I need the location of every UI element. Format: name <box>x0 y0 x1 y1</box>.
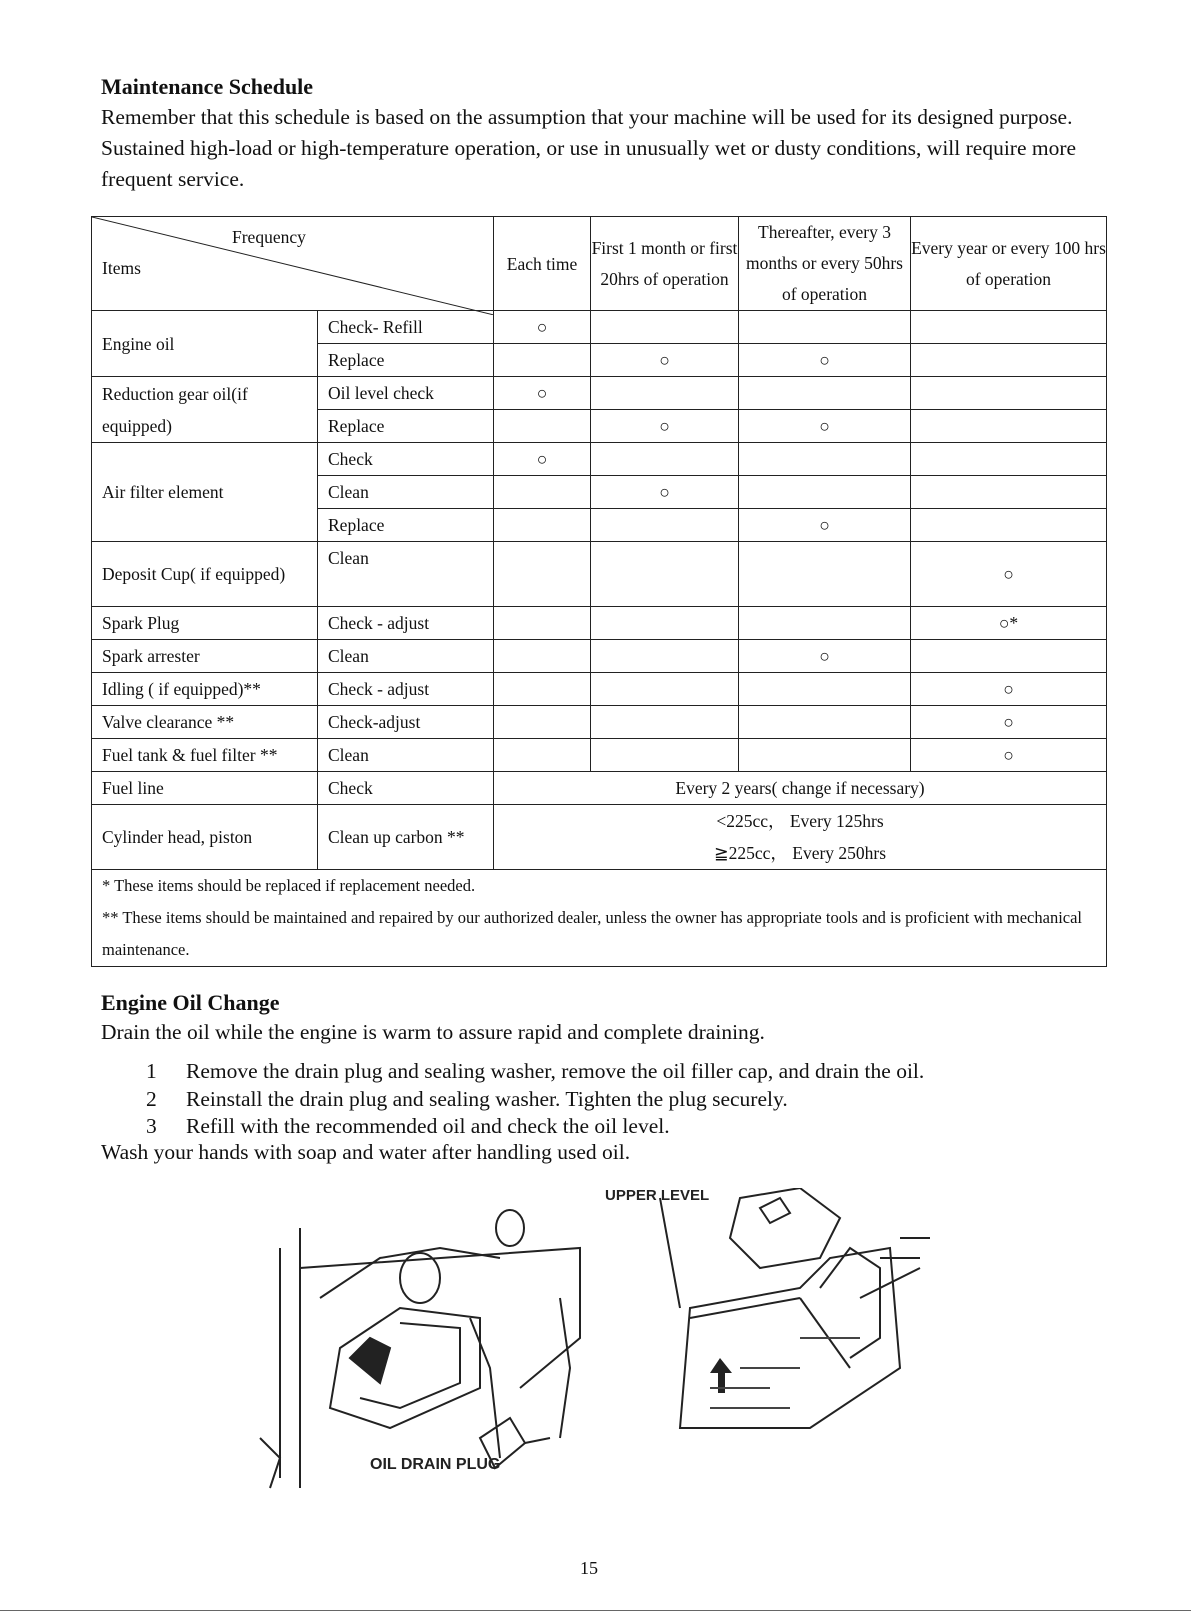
action-oil-level-check: Oil level check <box>318 377 494 410</box>
item-air-filter: Air filter element <box>92 443 318 542</box>
item-valve-clearance: Valve clearance ** <box>92 706 318 739</box>
mark: ○ <box>494 311 591 344</box>
mark-star: ○* <box>911 607 1107 640</box>
page-number: 15 <box>580 1558 598 1578</box>
item-engine-oil: Engine oil <box>92 311 318 377</box>
header-first-month: First 1 month or first 20hrs of operation <box>591 217 739 311</box>
table-row <box>92 805 1107 870</box>
note-1: * These items should be replaced if replacement needed. <box>102 876 476 895</box>
action-check-adjust: Check-adjust <box>318 706 494 739</box>
action-clean: Clean <box>318 476 494 509</box>
carbon-interval <box>494 805 1107 870</box>
mark: ○ <box>911 739 1107 772</box>
section-title: Maintenance Schedule <box>101 74 314 99</box>
step-text: Reinstall the drain plug and sealing washer. Tighten the plug securely. <box>186 1087 788 1111</box>
action-replace: Replace <box>318 344 494 377</box>
item-deposit-cup: Deposit Cup( if equipped) <box>92 542 318 607</box>
mark: ○ <box>911 706 1107 739</box>
fuel-line-frequency: Every 2 years( change if necessary) <box>494 772 1107 805</box>
action-check-adjust: Check - adjust <box>318 673 494 706</box>
header-frequency: Frequency <box>232 227 306 247</box>
table-row <box>92 706 1107 739</box>
table-row <box>92 311 1107 344</box>
step-2 <box>146 1087 788 1112</box>
oil-change-title: Engine Oil Change <box>101 990 280 1015</box>
item-idling: Idling ( if equipped)** <box>92 673 318 706</box>
action-check-refill: Check- Refill <box>318 311 494 344</box>
action-replace: Replace <box>318 509 494 542</box>
header-every-year: Every year or every 100 hrs of operation <box>911 217 1107 311</box>
mark: ○ <box>494 377 591 410</box>
item-reduction-gear-oil: Reduction gear oil(if equipped) <box>92 377 318 443</box>
mark: ○ <box>739 640 911 673</box>
step-text: Refill with the recommended oil and check the oil level. <box>186 1114 670 1138</box>
mark: ○ <box>911 542 1107 607</box>
item-fuel-line: Fuel line <box>92 772 318 805</box>
intro-paragraph: Remember that this schedule is based on the assumption that your machine will be used for its designed purpose. Sustained high-load or high-temperature operation, or use in unusually wet or dusty conditions, will require more frequent service. <box>101 105 1077 191</box>
action-check: Check <box>318 772 494 805</box>
action-clean-up-carbon: Clean up carbon ** <box>318 805 494 870</box>
item-spark-arrester: Spark arrester <box>92 640 318 673</box>
table-row <box>92 542 1107 607</box>
mark: ○ <box>739 410 911 443</box>
oil-drain-plug-label: OIL DRAIN PLUG <box>370 1456 501 1473</box>
note-2: ** These items should be maintained and repaired by our authorized dealer, unless the owner has appropriate tools and is proficient with mechanical maintenance. <box>102 908 1083 959</box>
table-row <box>92 377 1107 410</box>
action-clean: Clean <box>318 542 494 607</box>
carbon-interval-large: ≧225cc， Every 250hrs <box>713 843 887 863</box>
oil-change-intro: Drain the oil while the engine is warm to assure rapid and complete draining. <box>101 1020 765 1044</box>
mark: ○ <box>494 443 591 476</box>
step-text: Remove the drain plug and sealing washer, remove the oil filler cap, and drain the oil. <box>186 1059 925 1083</box>
step-3 <box>146 1114 670 1139</box>
step-number: 3 <box>146 1114 157 1138</box>
table-row <box>92 772 1107 805</box>
mark: ○ <box>591 476 739 509</box>
action-replace: Replace <box>318 410 494 443</box>
maintenance-table <box>91 216 1107 967</box>
mark: ○ <box>739 509 911 542</box>
table-row <box>92 607 1107 640</box>
mark: ○ <box>911 673 1107 706</box>
header-diagonal-cell <box>92 217 494 311</box>
table-header-row <box>92 217 1107 311</box>
oil-change-illustration <box>240 1188 960 1533</box>
bottom-divider <box>0 1610 1191 1611</box>
item-fuel-tank: Fuel tank & fuel filter ** <box>92 739 318 772</box>
table-row <box>92 739 1107 772</box>
engine-drain-drawing <box>240 1188 960 1528</box>
upper-level-label: UPPER LEVEL <box>605 1188 710 1204</box>
mark: ○ <box>739 344 911 377</box>
action-check-adjust: Check - adjust <box>318 607 494 640</box>
wash-hands-note: Wash your hands with soap and water after handling used oil. <box>101 1140 631 1164</box>
table-row <box>92 640 1107 673</box>
table-notes <box>92 870 1107 967</box>
step-1 <box>146 1059 924 1084</box>
item-cylinder-head: Cylinder head, piston <box>92 805 318 870</box>
item-spark-plug: Spark Plug <box>92 607 318 640</box>
table-row <box>92 443 1107 476</box>
step-number: 2 <box>146 1087 157 1111</box>
table-notes-row <box>92 870 1107 967</box>
action-clean: Clean <box>318 739 494 772</box>
step-number: 1 <box>146 1059 157 1083</box>
action-clean: Clean <box>318 640 494 673</box>
header-items: Items <box>102 258 141 278</box>
table-row <box>92 673 1107 706</box>
header-each-time: Each time <box>494 217 591 311</box>
action-check: Check <box>318 443 494 476</box>
carbon-interval-small: <225cc， Every 125hrs <box>716 811 884 831</box>
mark: ○ <box>591 410 739 443</box>
mark: ○ <box>591 344 739 377</box>
header-every-3-months: Thereafter, every 3 months or every 50hrs of operation <box>739 217 911 311</box>
